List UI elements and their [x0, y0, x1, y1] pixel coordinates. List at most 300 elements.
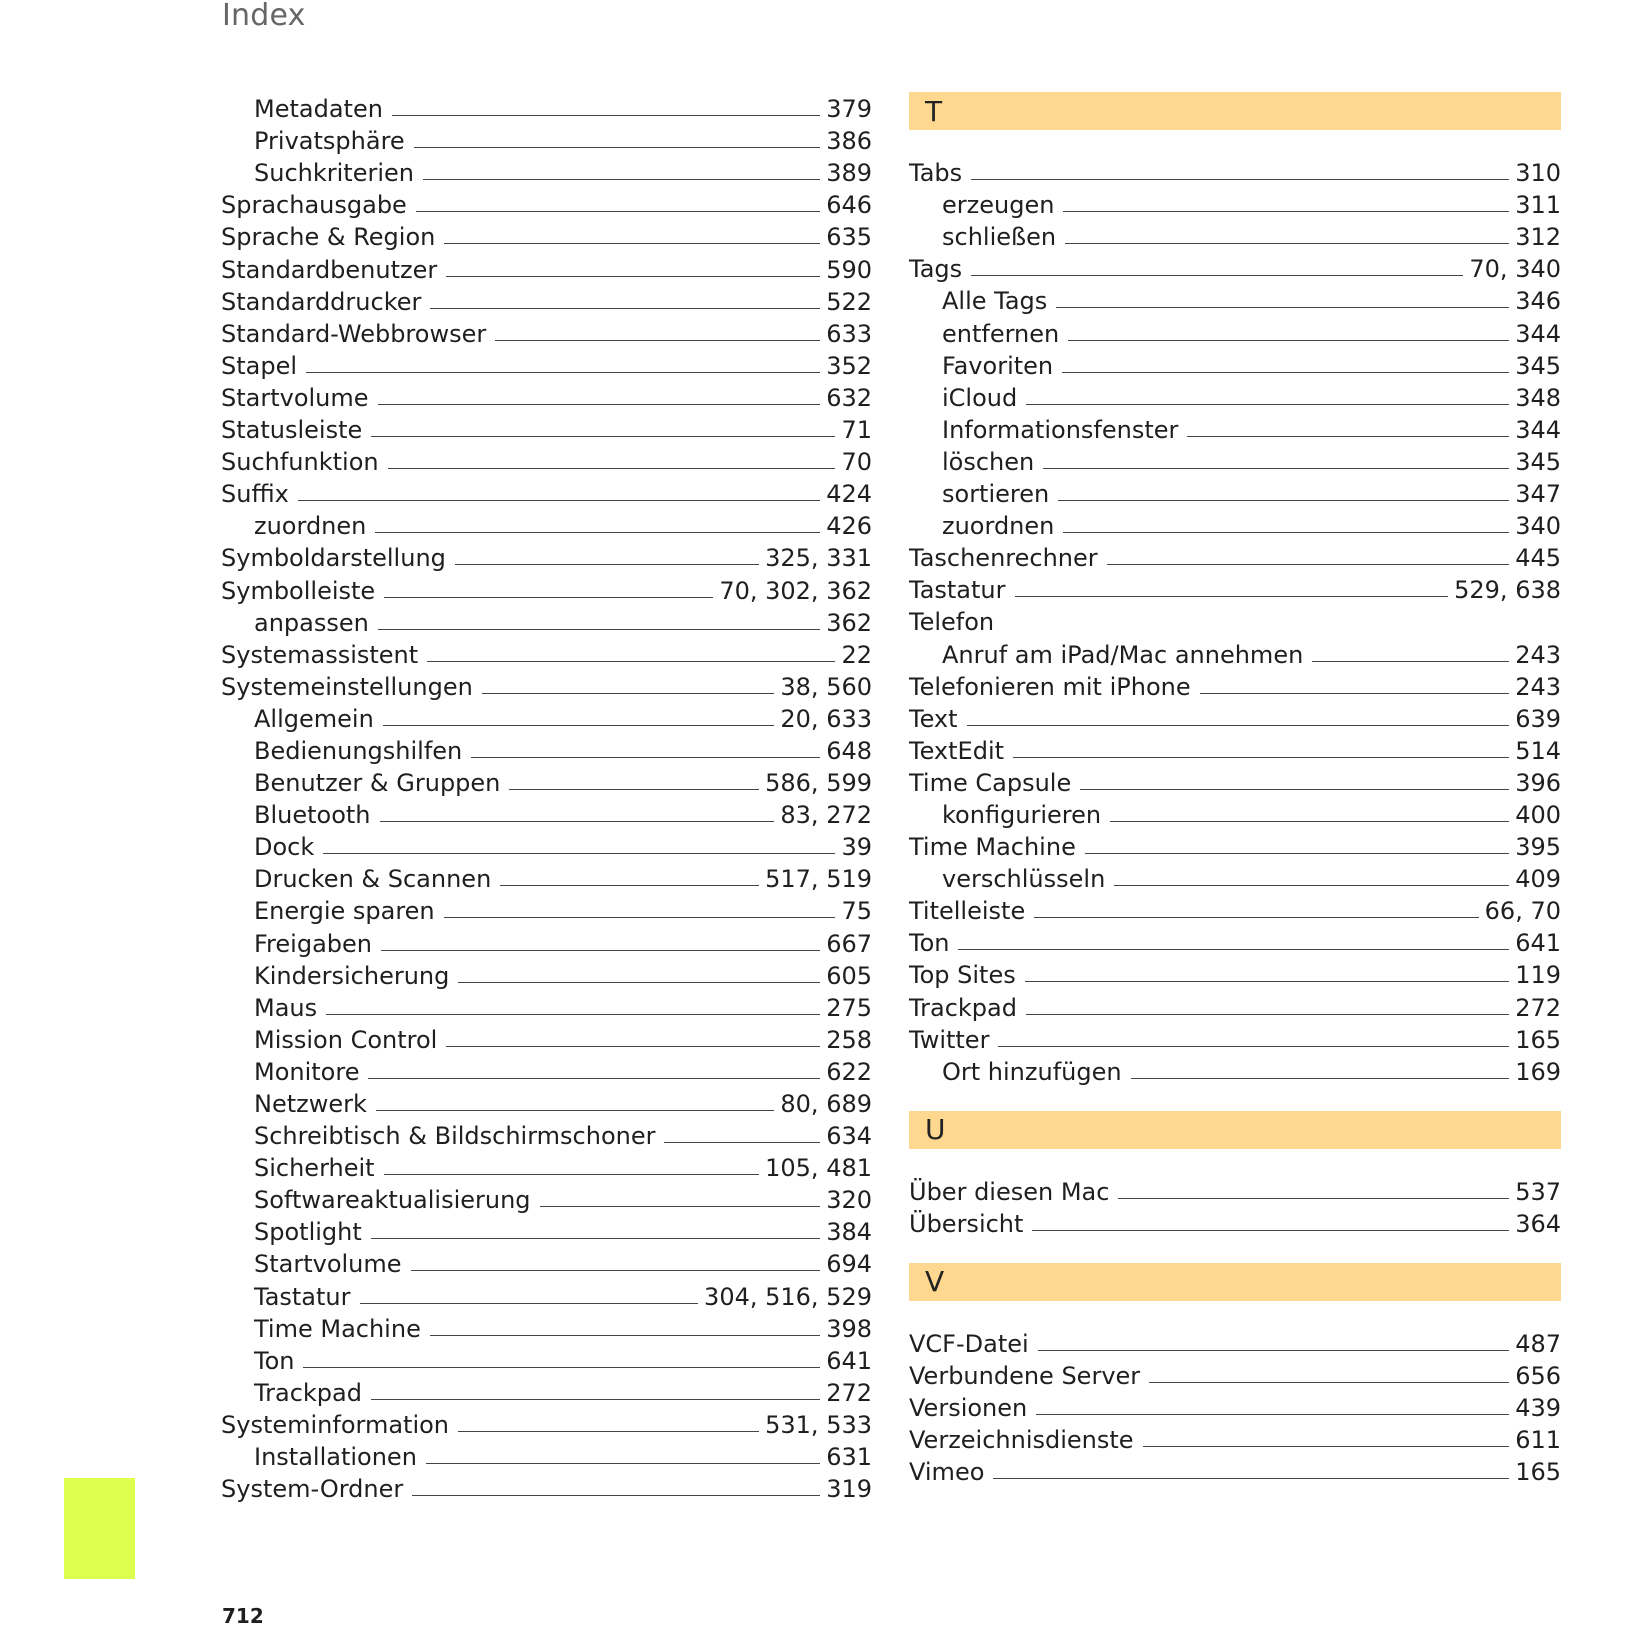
index-entry: [909, 926, 1561, 958]
index-subentry: [221, 830, 872, 862]
index-term: schließen: [942, 223, 1057, 252]
index-term: Bluetooth: [254, 801, 371, 830]
page-references: 39: [841, 833, 872, 862]
section-letter: V: [925, 1265, 945, 1299]
leader-line: [444, 243, 820, 244]
index-entry: [909, 734, 1561, 766]
index-entry: [909, 990, 1561, 1022]
section-spacer: [909, 1301, 1561, 1327]
page-references: 75: [841, 897, 872, 926]
index-entry: [909, 1423, 1561, 1455]
index-term: Über diesen Mac: [909, 1177, 1110, 1206]
index-entry: [221, 188, 872, 220]
page-references: 631: [826, 1443, 872, 1472]
index-term: Dock: [254, 833, 315, 862]
leader-line: [323, 853, 835, 854]
leader-line: [371, 436, 835, 437]
index-entry: [221, 445, 872, 477]
leader-line: [1200, 693, 1510, 694]
index-subentry: [221, 1312, 872, 1344]
index-term: Bedienungshilfen: [254, 736, 463, 765]
index-entry: [221, 252, 872, 284]
index-term: Time Machine: [909, 833, 1076, 862]
leader-line: [971, 179, 1509, 180]
page-references: 656: [1515, 1362, 1561, 1391]
leader-line: [458, 982, 820, 983]
index-subentry: [221, 606, 872, 638]
index-term: Tastatur: [254, 1282, 351, 1311]
index-subentry: [221, 959, 872, 991]
leader-line: [416, 211, 820, 212]
index-term: Suffix: [221, 480, 289, 509]
index-term: Titelleiste: [909, 897, 1026, 926]
page-references: 531, 533: [765, 1410, 872, 1439]
index-subentry: [909, 316, 1561, 348]
page-references: 340: [1515, 512, 1561, 541]
index-term: löschen: [942, 447, 1035, 476]
leader-line: [458, 1431, 759, 1432]
leader-line: [298, 500, 820, 501]
leader-line: [381, 950, 820, 951]
index-subentry: [221, 926, 872, 958]
page-references: 319: [826, 1475, 872, 1504]
leader-line: [1013, 757, 1509, 758]
leader-line: [380, 821, 775, 822]
index-term: Netzwerk: [254, 1090, 367, 1118]
index-term: Tabs: [909, 159, 963, 188]
index-term: Systemassistent: [221, 640, 419, 669]
leader-line: [383, 725, 775, 726]
page-header-title: Index: [222, 0, 306, 33]
index-term: Sprache & Region: [221, 223, 436, 252]
index-term: Softwareaktualisierung: [254, 1186, 531, 1215]
leader-line: [664, 1142, 820, 1143]
index-entry: [909, 894, 1561, 926]
index-entry: [909, 766, 1561, 798]
index-term: Freigaben: [254, 929, 372, 958]
index-subentry: [221, 1247, 872, 1279]
index-subentry: [221, 124, 872, 156]
chapter-tab-marker: [64, 1478, 135, 1579]
index-term: konfigurieren: [942, 800, 1102, 829]
index-entry: [909, 1023, 1561, 1055]
index-subentry: [909, 188, 1561, 220]
page-references: 424: [826, 480, 872, 509]
index-entry: [909, 252, 1561, 284]
index-entry: [221, 477, 872, 509]
page-references: 346: [1515, 287, 1561, 316]
page-references: 310: [1515, 159, 1561, 188]
letter-section-header: [909, 92, 1561, 130]
leader-line: [471, 757, 820, 758]
index-subentry: [909, 637, 1561, 669]
index-entry: [909, 541, 1561, 573]
leader-line: [1065, 243, 1509, 244]
index-term: Telefonieren mit iPhone: [909, 672, 1191, 701]
index-entry: [909, 156, 1561, 188]
page-number: 712: [222, 1604, 264, 1628]
page-references: 345: [1515, 447, 1561, 476]
index-entry: [909, 958, 1561, 990]
index-term: Symbolleiste: [221, 576, 376, 605]
index-subentry: [909, 413, 1561, 445]
index-term: Sprachausgabe: [221, 191, 407, 220]
index-subentry: [221, 156, 872, 188]
leader-line: [540, 1206, 821, 1207]
page-references: 364: [1515, 1209, 1561, 1238]
index-term: erzeugen: [942, 191, 1055, 220]
index-term: Time Capsule: [909, 768, 1072, 797]
leader-line: [1080, 789, 1509, 790]
leader-line: [1187, 436, 1509, 437]
leader-line: [509, 789, 759, 790]
leader-line: [455, 564, 759, 565]
page-references: 517, 519: [765, 865, 872, 894]
index-subentry: [909, 220, 1561, 252]
index-subentry: [909, 349, 1561, 381]
index-term: Stapel: [221, 351, 298, 380]
index-term: Taschenrechner: [909, 544, 1098, 573]
leader-line: [368, 1078, 820, 1079]
leader-line: [430, 1335, 820, 1336]
page-references: 169: [1515, 1057, 1561, 1086]
index-entry: [221, 285, 872, 317]
index-subentry: [909, 798, 1561, 830]
index-subentry: [221, 509, 872, 541]
page-references: 258: [826, 1025, 872, 1054]
index-entry: [909, 573, 1561, 605]
index-term: Systemeinstellungen: [221, 672, 473, 701]
page-references: 426: [826, 512, 872, 541]
index-entry: [909, 830, 1561, 862]
index-subentry: [221, 1023, 872, 1055]
leader-line: [495, 340, 820, 341]
page-references: 487: [1515, 1330, 1561, 1358]
leader-line: [1312, 661, 1509, 662]
leader-line: [1062, 372, 1509, 373]
index-term: Metadaten: [254, 95, 383, 124]
index-term: anpassen: [254, 608, 369, 637]
page-references: 325, 331: [765, 544, 872, 573]
index-subentry: [909, 284, 1561, 316]
index-term: Ton: [254, 1346, 295, 1375]
index-term: Mission Control: [254, 1025, 438, 1054]
index-subentry: [221, 1279, 872, 1311]
page-references: 648: [826, 736, 872, 765]
leader-line: [1063, 532, 1509, 533]
letter-section-header: [909, 1111, 1561, 1149]
page-references: 379: [826, 95, 872, 124]
page-references: 38, 560: [780, 672, 872, 701]
leader-line: [1107, 564, 1510, 565]
leader-line: [993, 1478, 1509, 1479]
page-references: 320: [826, 1186, 872, 1215]
page-references: 522: [826, 287, 872, 316]
index-term: Time Machine: [254, 1314, 421, 1343]
page-references: 22: [841, 640, 872, 669]
leader-line: [376, 1110, 775, 1111]
section-spacer: [909, 1087, 1561, 1111]
index-subentry: [909, 445, 1561, 477]
leader-line: [1038, 1350, 1510, 1351]
index-subentry: [221, 1119, 872, 1151]
leader-line: [1149, 1382, 1509, 1383]
index-term: Übersicht: [909, 1209, 1024, 1238]
page-references: 165: [1515, 1458, 1561, 1487]
leader-line: [967, 725, 1510, 726]
leader-line: [1036, 1414, 1509, 1415]
page-references: 529, 638: [1454, 576, 1561, 605]
page-references: 386: [826, 127, 872, 156]
index-subentry: [909, 862, 1561, 894]
index-term: Privatsphäre: [254, 127, 405, 156]
page-references: 635: [826, 223, 872, 252]
leader-line: [998, 1046, 1509, 1047]
page-references: 514: [1515, 736, 1561, 765]
index-column-left: [221, 92, 872, 1504]
page-references: 537: [1515, 1177, 1561, 1206]
leader-line: [444, 917, 836, 918]
section-spacer: [909, 1239, 1561, 1263]
index-term: verschlüsseln: [942, 865, 1106, 894]
page-references: 119: [1515, 961, 1561, 990]
page-references: 20, 633: [780, 704, 872, 733]
index-term: Tastatur: [909, 576, 1006, 605]
index-term: Startvolume: [254, 1250, 402, 1279]
index-subentry: [221, 1087, 872, 1119]
section-spacer: [909, 130, 1561, 156]
leader-line: [446, 276, 820, 277]
index-term: Installationen: [254, 1443, 417, 1472]
page-references: 304, 516, 529: [704, 1282, 872, 1311]
page-references: 641: [1515, 929, 1561, 958]
leader-line: [1032, 1230, 1509, 1231]
page-references: 395: [1515, 833, 1561, 862]
index-term: zuordnen: [942, 512, 1055, 541]
index-term: Informationsfenster: [942, 415, 1179, 444]
leader-line: [1043, 468, 1509, 469]
index-entry: [221, 413, 872, 445]
page-references: 590: [826, 255, 872, 284]
page-references: 345: [1515, 351, 1561, 380]
leader-line: [958, 949, 1509, 950]
page-references: 105, 481: [765, 1154, 872, 1183]
index-term: Suchkriterien: [254, 159, 414, 188]
index-term: Energie sparen: [254, 897, 435, 926]
index-subentry: [221, 702, 872, 734]
index-term: Top Sites: [909, 961, 1016, 990]
page-references: 389: [826, 159, 872, 188]
page-references: 80, 689: [780, 1090, 872, 1118]
page-references: 396: [1515, 768, 1561, 797]
index-subentry: [221, 1183, 872, 1215]
index-entry: [909, 670, 1561, 702]
index-entry: [909, 1391, 1561, 1423]
index-term: iCloud: [942, 383, 1018, 412]
index-entry: [221, 1472, 872, 1504]
leader-line: [1063, 211, 1509, 212]
page-references: 272: [826, 1378, 872, 1407]
leader-line: [1056, 307, 1509, 308]
page-references: 352: [826, 351, 872, 380]
page-references: 71: [841, 416, 872, 445]
index-subentry: [221, 734, 872, 766]
page-references: 344: [1515, 415, 1561, 444]
leader-line: [371, 1238, 820, 1239]
page-references: 633: [826, 319, 872, 348]
leader-line: [1058, 500, 1509, 501]
page-references: 586, 599: [765, 769, 872, 798]
index-term: Standard-Webbrowser: [221, 319, 487, 348]
index-term: Telefon: [909, 608, 995, 637]
page-references: 445: [1515, 544, 1561, 573]
index-term: Favoriten: [942, 351, 1054, 380]
index-subentry: [909, 509, 1561, 541]
index-term: TextEdit: [909, 736, 1005, 765]
index-term: Tags: [909, 255, 963, 284]
page-references: 243: [1515, 672, 1561, 701]
leader-line: [1110, 821, 1509, 822]
page-references: 646: [826, 191, 872, 220]
page-references: 243: [1515, 640, 1561, 669]
index-subentry: [221, 894, 872, 926]
index-entry: [909, 1359, 1561, 1391]
index-term: Verzeichnisdienste: [909, 1426, 1134, 1455]
leader-line: [378, 629, 820, 630]
index-term: VCF-Datei: [909, 1330, 1029, 1358]
section-spacer: [909, 1149, 1561, 1175]
index-subentry: [221, 1376, 872, 1408]
index-entry: [221, 1408, 872, 1440]
page-references: 272: [1515, 993, 1561, 1022]
index-subentry: [221, 862, 872, 894]
index-term: Sicherheit: [254, 1154, 375, 1183]
leader-line: [1114, 885, 1509, 886]
index-subentry: [221, 1440, 872, 1472]
index-entry: [221, 541, 872, 573]
index-term: Drucken & Scannen: [254, 865, 492, 894]
page-references: 66, 70: [1484, 897, 1561, 926]
leader-line: [326, 1014, 820, 1015]
index-term: Statusleiste: [221, 416, 363, 445]
page-references: 83, 272: [780, 801, 872, 830]
page-references: 348: [1515, 383, 1561, 412]
page-references: 275: [826, 993, 872, 1022]
leader-line: [360, 1303, 699, 1304]
index-subentry: [221, 798, 872, 830]
leader-line: [1131, 1078, 1510, 1079]
leader-line: [1025, 981, 1509, 982]
leader-line: [371, 1399, 820, 1400]
leader-line: [388, 468, 836, 469]
index-entry: [221, 573, 872, 605]
section-letter: U: [925, 1113, 946, 1147]
leader-line: [971, 275, 1463, 276]
page-references: 398: [826, 1314, 872, 1343]
index-subentry: [909, 381, 1561, 413]
page-references: 622: [826, 1057, 872, 1086]
leader-line: [1068, 340, 1509, 341]
index-term: Benutzer & Gruppen: [254, 769, 501, 798]
leader-line: [1118, 1198, 1509, 1199]
index-term: System-Ordner: [221, 1475, 404, 1504]
index-term: Suchfunktion: [221, 448, 379, 477]
page-references: 344: [1515, 319, 1561, 348]
page-references: 439: [1515, 1394, 1561, 1423]
index-column-right: [909, 92, 1561, 1487]
index-term: Maus: [254, 993, 318, 1022]
leader-line: [412, 1495, 820, 1496]
leader-line: [430, 308, 820, 309]
leader-line: [411, 1270, 821, 1271]
index-entry: [909, 702, 1561, 734]
index-subentry: [909, 477, 1561, 509]
page-references: 165: [1515, 1025, 1561, 1054]
index-term: Anruf am iPad/Mac annehmen: [942, 640, 1304, 669]
index-term: Spotlight: [254, 1218, 362, 1247]
page-references: 311: [1515, 191, 1561, 220]
index-term: Trackpad: [254, 1378, 362, 1407]
index-term: Ton: [909, 929, 950, 958]
leader-line: [1015, 596, 1449, 597]
index-term: Alle Tags: [942, 287, 1048, 316]
letter-section-header: [909, 1263, 1561, 1301]
page-references: 641: [826, 1346, 872, 1375]
page-references: 632: [826, 383, 872, 412]
page-references: 312: [1515, 223, 1561, 252]
leader-line: [303, 1367, 820, 1368]
page-references: 400: [1515, 800, 1561, 829]
leader-line: [446, 1046, 820, 1047]
index-entry: [221, 317, 872, 349]
page-references: 362: [826, 608, 872, 637]
index-entry: [909, 1175, 1561, 1207]
index-term: Monitore: [254, 1057, 360, 1086]
page-references: 70, 340: [1469, 255, 1561, 284]
leader-line: [423, 179, 820, 180]
leader-line: [384, 1174, 760, 1175]
page-references: 605: [826, 961, 872, 990]
index-term: Versionen: [909, 1394, 1028, 1423]
index-entry: [221, 638, 872, 670]
leader-line: [426, 1463, 820, 1464]
index-subentry: [221, 766, 872, 798]
index-subentry: [221, 1055, 872, 1087]
leader-line: [482, 693, 775, 694]
page-references: 70: [841, 448, 872, 477]
leader-line: [1026, 1014, 1509, 1015]
index-subentry: [909, 1055, 1561, 1087]
leader-line: [375, 532, 820, 533]
index-term: Standardbenutzer: [221, 255, 438, 284]
index-term: Schreibtisch & Bildschirmschoner: [254, 1122, 656, 1151]
page-references: 347: [1515, 480, 1561, 509]
index-term: entfernen: [942, 319, 1060, 348]
section-letter: T: [925, 94, 943, 128]
index-entry: [221, 670, 872, 702]
index-entry: [909, 1455, 1561, 1487]
leader-line: [427, 661, 835, 662]
index-subentry: [221, 1344, 872, 1376]
index-term: Vimeo: [909, 1458, 985, 1487]
index-entry: [909, 1327, 1561, 1359]
index-term: Text: [909, 704, 958, 733]
leader-line: [384, 597, 713, 598]
index-subentry: [221, 92, 872, 124]
index-subentry: [221, 1151, 872, 1183]
page-references: 694: [826, 1250, 872, 1279]
index-term: Systeminformation: [221, 1410, 450, 1439]
